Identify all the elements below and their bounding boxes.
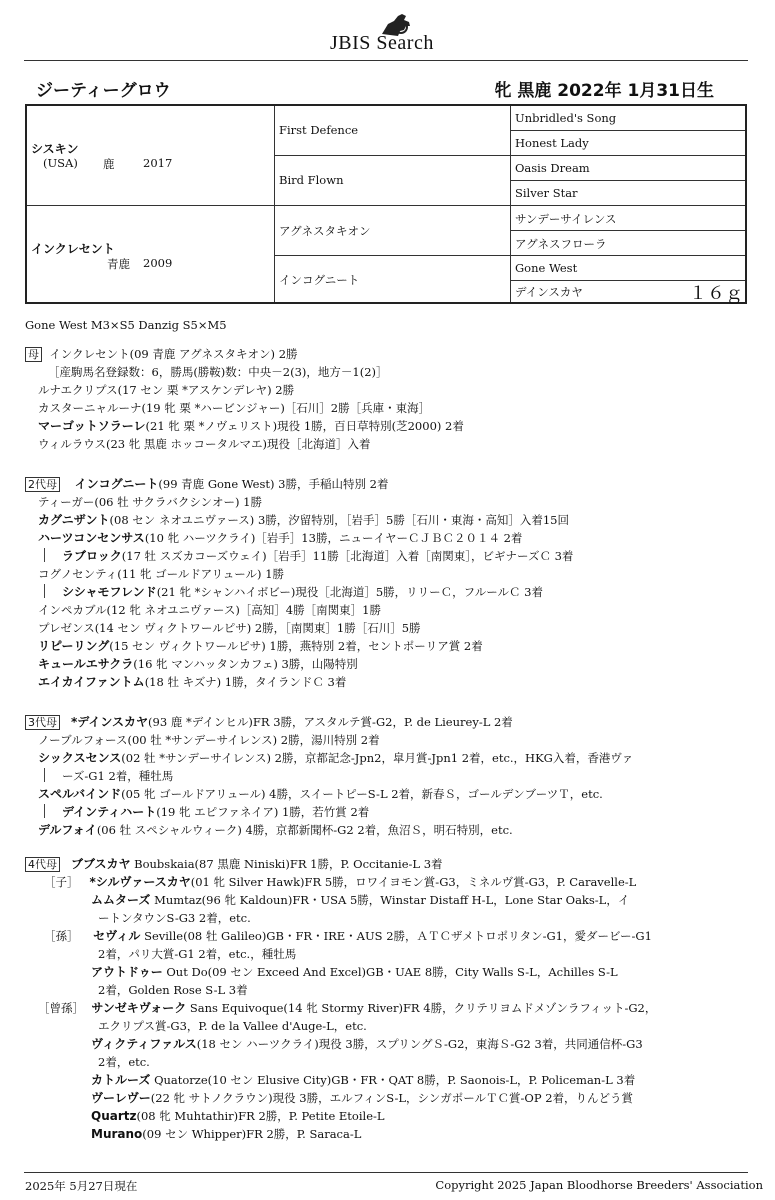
entry-name: シシャモフレンド <box>62 585 157 599</box>
entry-text: Out Do(09 セン Exceed And Excel)GB・UAE 8勝，City Walls S-L，Achilles S-L <box>166 965 618 979</box>
entry-text: 2着，etc. <box>98 1055 150 1069</box>
dam-year: 2009 <box>143 256 173 270</box>
entry-name: *デインスカヤ <box>70 715 149 729</box>
relation-label: ［孫］ <box>44 929 79 943</box>
tree-connector <box>44 584 45 598</box>
tree-connector <box>44 804 45 818</box>
entry-name: スペルバインド <box>38 787 122 801</box>
list-item <box>38 673 346 691</box>
section-tag: 2代母 <box>25 477 60 492</box>
section-tag-row <box>25 713 513 731</box>
dam-color: 青鹿 <box>107 257 130 271</box>
list-item <box>91 1071 635 1089</box>
section-tag-row <box>25 345 298 363</box>
entry-name: カトルーズ <box>91 1073 151 1087</box>
list-item <box>98 981 248 999</box>
sire-origin: (USA) <box>43 156 78 170</box>
sire-name: シスキン <box>31 142 79 156</box>
section-tag: 4代母 <box>25 857 60 872</box>
list-item <box>38 731 380 749</box>
entry-text: 2着，Golden Rose S-L 3着 <box>98 983 248 997</box>
entry-name: サンゼキヴォーク <box>91 1001 187 1015</box>
section-tag-row <box>25 475 388 493</box>
list-item <box>98 909 251 927</box>
entry-name: マーゴットソラーレ <box>38 419 146 433</box>
dam-name: インクレセント <box>31 242 115 256</box>
list-item <box>38 655 358 673</box>
inbreeding-summary: Gone West M3×S5 Danzig S5×M5 <box>25 318 227 332</box>
entry-name: デルフォイ <box>38 823 97 837</box>
entry-name: ハーツコンセンサス <box>38 531 145 545</box>
entry-text: (18 牡 キズナ) 1勝，タイランドＣ 3着 <box>144 675 347 689</box>
entry-text: (10 牝 ハーツクライ)［岩手］13勝，ニューイヤーＣＪＢＣ２０１４ 2着 <box>144 531 523 545</box>
ggp-cell <box>511 181 745 206</box>
entry-text: カスターニャルーナ(19 牝 栗 *ハービンジャー)［石川］2勝［兵庫・東海］ <box>38 401 431 415</box>
relation-label: ［曾孫］ <box>38 1001 84 1015</box>
entry-text: ーズ-G1 2着，種牡馬 <box>62 769 174 783</box>
list-item <box>38 435 371 453</box>
list-item <box>91 891 629 909</box>
entry-text: インペカブル(12 牝 ネオユニヴァース)［高知］4勝［南関東］1勝 <box>38 603 381 617</box>
list-item <box>62 767 173 785</box>
relation-label: ［子］ <box>44 875 79 889</box>
ggp-name: アグネスフローラ <box>515 237 607 251</box>
ggp-cell <box>511 131 745 156</box>
entry-name: *シルヴァースカヤ <box>89 875 191 889</box>
ggp-name: Oasis Dream <box>515 161 590 175</box>
gp-cell <box>275 206 511 256</box>
entry-name: ラブロック <box>62 549 122 563</box>
entry-text: ルナエクリプス(17 セン 栗 *アスケンデレヤ) 2勝 <box>38 383 295 397</box>
pedigree-table <box>25 104 747 304</box>
entry-text: (15 セン ヴィクトワールピサ) 1勝，燕特別 2着，セントポーリア賞 2着 <box>109 639 483 653</box>
entry-text: (18 セン ハーツクライ)現役 3勝，スプリングＳ-G2，東海Ｓ-G2 3着，共同通信杯-G3 <box>196 1037 643 1051</box>
list-item <box>38 821 513 839</box>
list-item <box>44 927 652 945</box>
list-item <box>44 873 636 891</box>
entry-text: Quatorze(10 セン Elusive City)GB・FR・QAT 8勝，P. Saonois-L，P. Policeman-L 3着 <box>154 1073 636 1087</box>
list-item <box>38 637 483 655</box>
gp-name: Bird Flown <box>279 173 344 187</box>
horse-name: ジーティーグロウ <box>36 81 171 101</box>
list-item <box>91 1107 385 1125</box>
entry-text: ティーガー(06 牡 サクラバクシンオー) 1勝 <box>38 495 262 509</box>
ggp-name: Honest Lady <box>515 136 589 150</box>
ggp-cell <box>511 281 745 302</box>
dam-cell <box>27 206 275 302</box>
entry-text: (19 牝 エピファネイア) 1勝，若竹賞 2着 <box>156 805 370 819</box>
section-tag: 母 <box>25 347 42 362</box>
entry-name: ムムターズ <box>91 893 151 907</box>
list-item <box>38 999 656 1017</box>
entry-name: ヴィクティファルス <box>91 1037 197 1051</box>
ggp-name: Silver Star <box>515 186 578 200</box>
jbis-logo[interactable] <box>330 12 470 56</box>
footer-rule <box>24 1172 748 1173</box>
list-item <box>91 1035 643 1053</box>
entry-text: ［産駒馬名登録数：6，勝馬(勝鞍)数：中央－2(3)，地方－1(2)］ <box>48 365 388 379</box>
entry-text: Sans Equivoque(14 牝 Stormy River)FR 4勝，クリテリヨムドメゾンラフィット-G2， <box>189 1001 657 1015</box>
entry-name: キュールエサクラ <box>38 657 134 671</box>
entry-text: ートンタウンS-G3 2着，etc. <box>98 911 251 925</box>
footer-copyright: Copyright 2025 Japan Bloodhorse Breeders' Association <box>435 1178 763 1192</box>
entry-text: (01 牝 Silver Hawk)FR 5勝，ロワイヨモン賞-G3，ミネルヴ賞-G3，P. Caravelle-L <box>190 875 637 889</box>
ggp-name: Gone West <box>515 261 578 275</box>
entry-name: インコグニート <box>74 477 159 491</box>
list-item <box>91 963 618 981</box>
entry-text: プレゼンス(14 セン ヴィクトワールピサ) 2勝，［南関東］1勝［石川］5勝 <box>38 621 421 635</box>
list-item <box>62 547 573 565</box>
footer-date: 2025年 5月27日現在 <box>25 1179 138 1193</box>
section-tag-row <box>25 855 443 873</box>
list-item <box>38 601 381 619</box>
entry-name: Quartz <box>91 1109 137 1123</box>
gp-name: インコグニート <box>279 273 360 287</box>
entry-text: (21 牝 *シャンハイボビー)現役［北海道］5勝，リリーＣ，フルールＣ 3着 <box>156 585 543 599</box>
ggp-name: サンデーサイレンス <box>515 212 617 226</box>
ggp-name: Unbridled's Song <box>515 111 617 125</box>
entry-text: (06 牡 スペシャルウィーク) 4勝，京都新聞杯-G2 2着，魚沼Ｓ，明石特別，etc. <box>96 823 513 837</box>
entry-name: Murano <box>91 1127 143 1141</box>
list-item <box>38 529 522 547</box>
entry-text: (16 牝 マンハッタンカフェ) 3勝，山陽特別 <box>133 657 358 671</box>
entry-text: Mumtaz(96 牝 Kaldoun)FR・USA 5勝，Winstar Distaff H-L，Lone Star Oaks-L，イ <box>154 893 630 907</box>
entry-text: インクレセント(09 青鹿 アグネスタキオン) 2勝 <box>49 347 298 361</box>
list-item <box>38 565 284 583</box>
entry-name: アウトドゥー <box>91 965 163 979</box>
entry-text: (93 鹿 *デインヒル)FR 3勝，アスタルテ賞-G2，P. de Lieurey-L 2着 <box>148 715 513 729</box>
logo-text: JBIS Search <box>330 32 434 54</box>
entry-name: デインティハート <box>62 805 157 819</box>
horse-header <box>36 76 736 100</box>
ggp-cell <box>511 231 745 256</box>
entry-text: エクリプス賞-G3，P. de la Vallee d'Auge-L，etc. <box>98 1019 367 1033</box>
entry-name: カグニザント <box>38 513 110 527</box>
ggp-cell <box>511 256 745 281</box>
entry-name: エイカイファントム <box>38 675 145 689</box>
entry-text: (02 牡 *サンデーサイレンス) 2勝，京都記念-Jpn2，皐月賞-Jpn1 2着，etc.，HKG入着，香港ヴァ <box>121 751 634 765</box>
ggp-cell <box>511 106 745 131</box>
tree-connector <box>44 768 45 782</box>
entry-text: (99 青鹿 Gone West) 3勝，手稲山特別 2着 <box>158 477 389 491</box>
entry-text: Boubskaia(87 黒鹿 Niniski)FR 1勝，P. Occitanie-L 3着 <box>134 857 443 871</box>
entry-text: コグノセンティ(11 牝 ゴールドアリュール) 1勝 <box>38 567 285 581</box>
header-rule <box>24 60 748 61</box>
entry-text: ウィルラウス(23 牝 黒鹿 ホッコータルマエ)現役［北海道］入着 <box>38 437 371 451</box>
list-item <box>38 785 603 803</box>
list-item <box>98 1053 150 1071</box>
list-item <box>62 803 369 821</box>
list-item <box>62 583 543 601</box>
list-item <box>38 749 633 767</box>
list-item <box>38 417 464 435</box>
list-item <box>91 1125 361 1143</box>
entry-text: (09 セン Whipper)FR 2勝，P. Saraca-L <box>142 1127 362 1141</box>
entry-name: シックスセンス <box>38 751 122 765</box>
list-item <box>91 1089 633 1107</box>
entry-text: (08 セン ネオユニヴァース) 3勝，汐留特別，［岩手］5勝［石川・東海・高知］入着15回 <box>109 513 569 527</box>
gp-name: アグネスタキオン <box>279 224 371 238</box>
sire-cell <box>27 106 275 206</box>
ggp-cell <box>511 156 745 181</box>
entry-text: (17 牡 スズカコーズウェイ)［岩手］11勝［北海道］入着［南関東］，ビギナーズＣ 3着 <box>121 549 574 563</box>
list-item <box>38 511 569 529</box>
list-item <box>38 381 294 399</box>
gp-cell <box>275 256 511 302</box>
inbreed-number: １６ｇ <box>689 283 743 304</box>
entry-name: セヴィル <box>93 929 141 943</box>
sire-year: 2017 <box>143 156 173 170</box>
entry-text: 2着，パリ大賞-G1 2着，etc.，種牡馬 <box>98 947 297 961</box>
sire-color: 鹿 <box>103 157 115 171</box>
entry-text: (05 牝 ゴールドアリュール) 4勝，スイートピーS-L 2着，新春Ｓ，ゴールデンブーツＴ，etc. <box>121 787 603 801</box>
section-tag: 3代母 <box>25 715 60 730</box>
gp-name: First Defence <box>279 123 359 137</box>
entry-text: ノーブルフォース(00 牡 *サンデーサイレンス) 2勝，湯川特別 2着 <box>38 733 380 747</box>
ggp-name: デインスカヤ <box>515 285 583 299</box>
tree-connector <box>44 548 45 562</box>
list-item <box>38 619 421 637</box>
entry-name: ブブスカヤ <box>70 857 131 871</box>
list-item <box>98 1017 367 1035</box>
entry-text: (22 牝 サトノクラウン)現役 3勝，エルフィンS-L，シンガポールＴＣ賞-OP 2着，りんどう賞 <box>150 1091 634 1105</box>
list-item <box>98 945 296 963</box>
entry-text: (08 牝 Muhtathir)FR 2勝，P. Petite Etoile-L <box>136 1109 385 1123</box>
list-item <box>38 493 262 511</box>
entry-name: リピーリング <box>38 639 110 653</box>
list-item <box>38 399 430 417</box>
horse-info: 牝 黒鹿 2022年 1月31日生 <box>494 81 714 101</box>
gp-cell <box>275 106 511 156</box>
ggp-cell <box>511 206 745 231</box>
gp-cell <box>275 156 511 206</box>
entry-text: (21 牝 栗 *ノヴェリスト)現役 1勝，百日草特別(芝2000) 2着 <box>145 419 464 433</box>
entry-name: ヴーレヴー <box>91 1091 151 1105</box>
list-item <box>48 363 388 381</box>
entry-text: Seville(08 牡 Galileo)GB・FR・IRE・AUS 2勝，ＡＴＣザメトロポリタン-G1，愛ダービー-G1 <box>144 929 652 943</box>
